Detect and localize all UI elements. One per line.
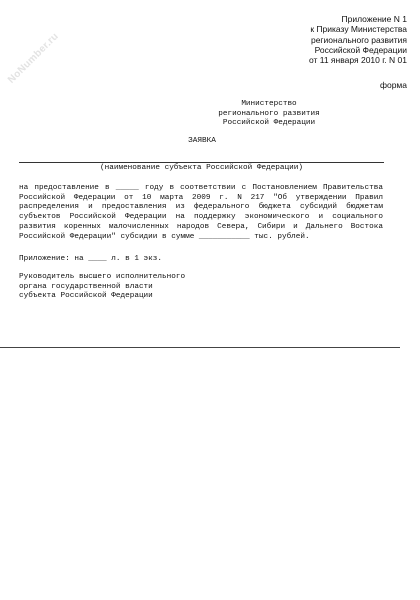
form-label: форма [379, 80, 407, 90]
recipient-line-2: регионального развития [218, 109, 320, 118]
recipient-block [0, 100, 329, 129]
appendix-line-4: Российской Федерации [314, 44, 407, 55]
signer-line-3: субъекта Российской Федерации [19, 292, 153, 301]
subject-caption: (наименование субъекта Российской Федерации) [100, 164, 303, 172]
bottom-divider [0, 347, 400, 348]
appendix-line-2: к Приказу Министерства [310, 24, 407, 35]
recipient-line-1: Министерство [241, 100, 297, 108]
signer-line-1: Руководитель высшего исполнительного [19, 273, 186, 281]
signer-line-2: органа государственной власти [19, 282, 153, 291]
request-body-text: на предоставление в _____ году в соответствии с Постановлением Правительства Российской Федерации от 10 марта 2009 г. N 217 "Об утверждении Правил распределения и предоставления из федерального бюджета субсидий бюджетам субъектов Российской Федерации на поддержку экономического и социального развития коренных малочисленных народов Севера, Сибири и Дальнего Востока Российской Федерации" субсидии в сумме ___________ тыс. рублей. [19, 184, 383, 241]
subject-name-line [19, 162, 384, 163]
appendix-line-5: от 11 января 2010 г. N 01 [308, 55, 407, 66]
attachments-line: Приложение: на ____ л. в 1 экз. [19, 255, 163, 263]
appendix-header [309, 14, 407, 65]
appendix-line-3: регионального развития [310, 34, 407, 45]
signer-block [19, 273, 185, 302]
appendix-line-1: Приложение N 1 [341, 14, 407, 24]
recipient-line-3: Российской Федерации [222, 119, 316, 128]
document-title: ЗАЯВКА [188, 137, 216, 145]
watermark: NoNumber.ru [6, 30, 61, 86]
